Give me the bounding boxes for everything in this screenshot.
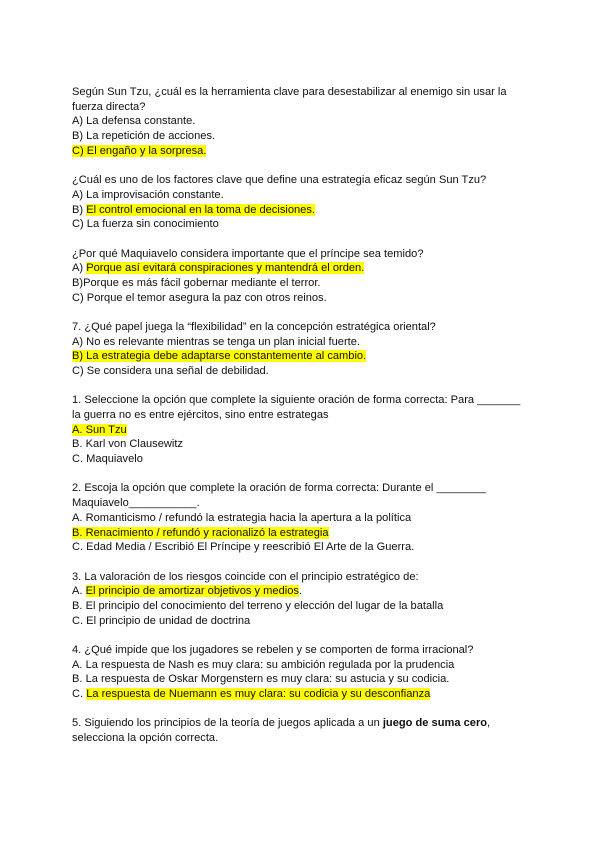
prompt-text: 5. Siguiendo los principios de la teoría de juegos aplicada a un <box>72 717 383 730</box>
answer-option: C. Edad Media / Escribió El Príncipe y reescribió El Arte de la Guerra. <box>72 541 415 554</box>
question-prompt: 4. ¿Qué impide que los jugadores se rebelen y se comporten de forma irracional? <box>72 643 474 656</box>
answer-prefix: B) <box>72 203 87 216</box>
answer-option: A. Romanticismo / refundó la estrategia hacia la apertura a la política <box>72 511 412 524</box>
question-prompt: 1. Seleccione la opción que complete la siguiente oración de forma correcta: Para _______ la guerra no es entre ejércitos, sino entre estrategas <box>72 394 521 422</box>
answer-option: B) La repetición de acciones. <box>72 130 216 143</box>
answer-option: B. La respuesta de Oskar Morgenstern es muy clara: su astucia y su codicia. <box>72 673 450 686</box>
answer-suffix: . <box>298 585 303 598</box>
question-block <box>72 320 532 379</box>
question-block <box>72 393 532 467</box>
answer-option: A. La respuesta de Nash es muy clara: su ambición regulada por la prudencia <box>72 658 455 671</box>
highlighted-answer: El control emocional en la toma de decisiones. <box>86 203 315 216</box>
question-prompt: ¿Cuál es uno de los factores clave que define una estrategia eficaz según Sun Tzu? <box>72 174 487 187</box>
question-prompt: 7. ¿Qué papel juega la “flexibilidad” en la concepción estratégica oriental? <box>72 320 436 333</box>
answer-prefix: A) <box>72 262 87 275</box>
answer-prefix: C. <box>72 688 87 701</box>
question-prompt: 2. Escoja la opción que complete la oración de forma correcta: Durante el ________ Maquiavelo___________. <box>72 482 486 510</box>
question-prompt <box>72 716 532 745</box>
highlighted-answer: C) El engaño y la sorpresa. <box>72 144 207 157</box>
highlighted-answer: A. Sun Tzu <box>72 423 127 436</box>
answer-option: C) Se considera una señal de debilidad. <box>72 365 269 378</box>
question-block <box>72 247 532 306</box>
answer-option: A) No es relevante mientras se tenga un plan inicial fuerte. <box>72 335 360 348</box>
question-prompt: 3. La valoración de los riesgos coincide con el principio estratégico de: <box>72 570 419 583</box>
answer-option: C) Porque el temor asegura la paz con otros reinos. <box>72 291 327 304</box>
answer-prefix: A. <box>72 585 86 598</box>
prompt-text: , selecciona la opción correcta. <box>72 717 491 745</box>
answer-option: B. Karl von Clausewitz <box>72 438 183 451</box>
highlighted-answer: B) La estrategia debe adaptarse constantemente al cambio. <box>72 350 367 363</box>
question-block <box>72 173 532 232</box>
answer-option: A) La defensa constante. <box>72 115 196 128</box>
answer-option: C. Maquiavelo <box>72 453 143 466</box>
highlighted-answer: La respuesta de Nuemann es muy clara: su codicia y su desconfianza <box>86 688 431 701</box>
prompt-bold-term: juego de suma cero <box>382 717 488 730</box>
document-page <box>72 85 532 760</box>
answer-option: C. El principio de unidad de doctrina <box>72 614 251 627</box>
answer-option: B. El principio del conocimiento del terreno y elección del lugar de la batalla <box>72 599 444 612</box>
question-block <box>72 85 532 159</box>
question-block <box>72 643 532 702</box>
question-block <box>72 716 532 745</box>
highlighted-answer: El principio de amortizar objetivos y medios <box>85 585 299 598</box>
question-block <box>72 481 532 555</box>
answer-option: C) La fuerza sin conocimiento <box>72 218 219 231</box>
highlighted-answer: B. Renacimiento / refundó y racionalizó la estrategia <box>72 526 329 539</box>
question-block <box>72 570 532 629</box>
answer-option: B)Porque es más fácil gobernar mediante el terror. <box>72 276 321 289</box>
answer-option: A) La improvisación constante. <box>72 188 224 201</box>
question-prompt: ¿Por qué Maquiavelo considera importante que el príncipe sea temido? <box>72 247 424 260</box>
highlighted-answer: Porque así evitará conspiraciones y mantendrá el orden. <box>86 262 365 275</box>
question-prompt: Según Sun Tzu, ¿cuál es la herramienta clave para desestabilizar al enemigo sin usar la fuerza directa? <box>72 86 507 113</box>
